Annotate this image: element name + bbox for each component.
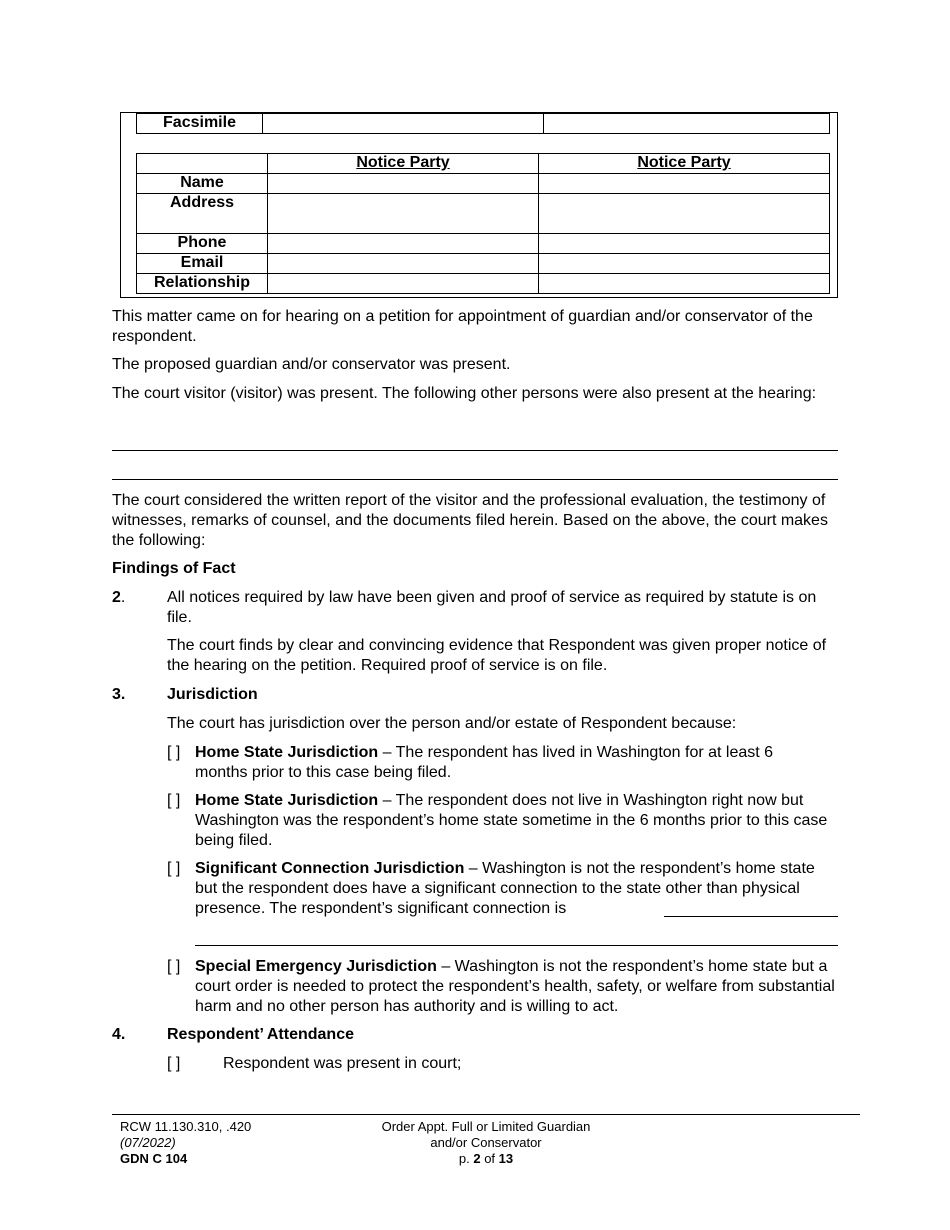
row-label-relationship: Relationship — [137, 274, 268, 294]
notice-party-header: Notice Party — [539, 154, 830, 174]
footer-title: and/or Conservator — [430, 1135, 542, 1150]
facsimile-label: Facsimile — [137, 114, 263, 134]
intro-paragraph: The proposed guardian and/or conservator was present. — [112, 356, 511, 373]
significant-connection-line[interactable] — [195, 945, 838, 946]
phone-cell[interactable] — [539, 234, 830, 254]
significant-connection-line[interactable] — [664, 916, 838, 917]
attendance-option: Respondent was present in court; — [223, 1055, 462, 1072]
facsimile-cell[interactable] — [263, 114, 544, 134]
findings-heading: Findings of Fact — [112, 560, 236, 577]
section-number: 2. — [112, 589, 126, 606]
address-cell[interactable] — [539, 194, 830, 234]
name-cell[interactable] — [268, 174, 539, 194]
footer-page-number: p. 2 of 13 — [458, 1151, 514, 1166]
jurisdiction-checkbox[interactable]: [ ] — [167, 744, 181, 761]
jurisdiction-option: Home State Jurisdiction – The respondent has lived in Washington for at least 6 months prior to this case being filed. — [195, 744, 774, 781]
jurisdiction-option: Significant Connection Jurisdiction – Washington is not the respondent’s home state but the respondent does have a significant connection to the state other than physical presence. The respondent’s significant connection is — [195, 860, 815, 917]
row-label-email: Email — [137, 254, 268, 274]
section-number: 3. — [112, 686, 126, 703]
intro-paragraph: This matter came on for hearing on a petition for appointment of guardian and/or conservator of the respondent. — [112, 308, 813, 345]
footer-statute: RCW 11.130.310, .420 — [120, 1119, 252, 1134]
relationship-cell[interactable] — [539, 274, 830, 294]
intro-paragraph: The court considered the written report of the visitor and the professional evaluation, the testimony of witnesses, remarks of counsel, and the documents filed herein. Based on the above, the court makes the following: — [112, 492, 828, 549]
section2-paragraph: All notices required by law have been given and proof of service as required by statute is on file. — [167, 589, 817, 626]
row-label-name: Name — [137, 174, 268, 194]
facsimile-cell[interactable] — [544, 114, 830, 134]
intro-paragraph: The court visitor (visitor) was present. The following other persons were also present at the hearing: — [112, 385, 817, 402]
section-title: Jurisdiction — [167, 686, 258, 703]
section3-intro: The court has jurisdiction over the person and/or estate of Respondent because: — [167, 715, 737, 732]
attendance-checkbox[interactable]: [ ] — [167, 1055, 181, 1072]
footer-date: (07/2022) — [120, 1135, 176, 1150]
jurisdiction-checkbox[interactable]: [ ] — [167, 958, 181, 975]
other-persons-line[interactable] — [112, 479, 838, 480]
row-label-address: Address — [137, 194, 268, 234]
jurisdiction-option: Special Emergency Jurisdiction – Washington is not the respondent’s home state but a court order is needed to protect the respondent’s health, safety, or welfare from substantial harm and no other person has authority and is willing to act. — [195, 958, 835, 1015]
section-title: Respondent’ Attendance — [167, 1026, 354, 1043]
footer-divider — [112, 1114, 860, 1115]
row-label-phone: Phone — [137, 234, 268, 254]
notice-party-table — [136, 153, 830, 294]
relationship-cell[interactable] — [268, 274, 539, 294]
footer-title: Order Appt. Full or Limited Guardian — [381, 1119, 591, 1134]
jurisdiction-checkbox[interactable]: [ ] — [167, 792, 181, 809]
section-number: 4. — [112, 1026, 126, 1043]
name-cell[interactable] — [539, 174, 830, 194]
email-cell[interactable] — [268, 254, 539, 274]
facsimile-table — [136, 113, 830, 134]
other-persons-line[interactable] — [112, 450, 838, 451]
section2-paragraph: The court finds by clear and convincing evidence that Respondent was given proper notice of the hearing on the petition. Required proof of service is on file. — [167, 637, 827, 674]
jurisdiction-checkbox[interactable]: [ ] — [167, 860, 181, 877]
footer-form-id: GDN C 104 — [120, 1151, 188, 1166]
notice-party-header: Notice Party — [268, 154, 539, 174]
phone-cell[interactable] — [268, 234, 539, 254]
email-cell[interactable] — [539, 254, 830, 274]
jurisdiction-option: Home State Jurisdiction – The respondent does not live in Washington right now but Washington was the respondent’s home state sometime in the 6 months prior to this case being filed. — [195, 792, 828, 849]
address-cell[interactable] — [268, 194, 539, 234]
